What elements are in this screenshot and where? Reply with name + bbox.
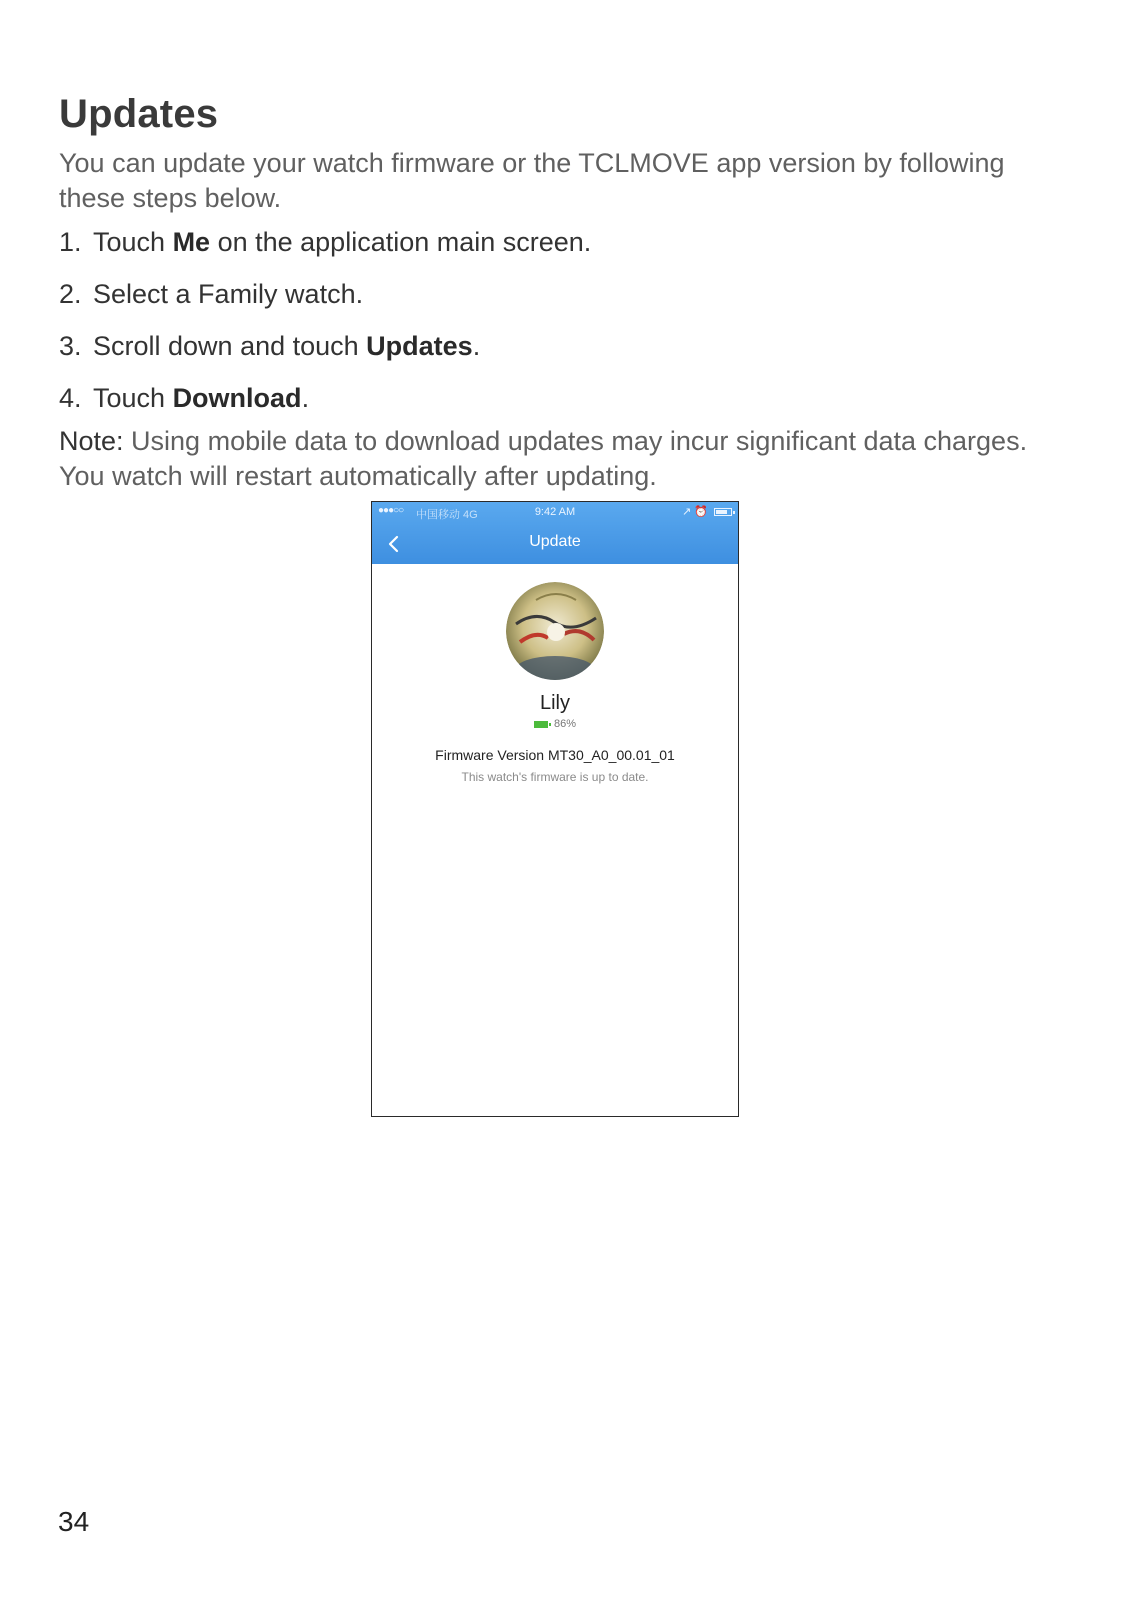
step-item [59,378,591,430]
firmware-version: Firmware Version MT30_A0_00.01_01 [435,747,675,763]
step-text-after: . [472,331,481,361]
step-bold-term: Updates [366,331,473,361]
step-text-after: on the application main screen. [210,227,592,257]
status-time: 9:42 AM [534,506,576,518]
step-text: Touch [93,383,173,413]
steps-list [59,222,591,430]
phone-screenshot [371,501,739,1117]
step-text: Scroll down and touch [93,331,367,361]
status-icons [682,505,732,518]
step-bold-term: Me [172,227,211,257]
battery-percent: 86% [553,718,577,730]
step-bold-term: Download [172,383,302,413]
note-label: Note: [59,426,124,456]
screen-title: Update [529,533,581,550]
note-paragraph [59,424,1069,494]
step-number: 1. [59,227,82,257]
step-text-after: . [301,383,310,413]
carrier-label: 中国移动 4G [416,509,478,521]
watch-name: Lily [539,692,570,714]
watch-avatar[interactable] [506,582,604,680]
step-number: 4. [59,383,82,413]
step-item [59,326,591,378]
firmware-status: This watch's firmware is up to date. [461,770,649,784]
location-alarm-icons: ↗ ⏰ [682,506,708,518]
intro-paragraph: You can update your watch firmware or the TCLMOVE app version by following these steps below. [59,148,1005,213]
step-text: Touch [93,227,173,257]
section-heading: Updates [59,92,219,136]
step-number: 3. [59,331,82,361]
page-number: 34 [58,1506,90,1537]
signal-strength-icon: ●●●○○ [378,505,404,516]
note-text: Using mobile data to download updates may incur significant data charges. You watch will restart automatically after updating. [59,426,1028,491]
status-bar [372,502,738,522]
battery-level-icon [534,721,548,728]
step-text: Select a Family watch. [93,279,364,309]
battery-status [372,718,738,730]
step-item [59,222,591,274]
step-item [59,274,591,326]
app-header [372,502,738,564]
step-number: 2. [59,279,82,309]
battery-icon [714,508,732,516]
